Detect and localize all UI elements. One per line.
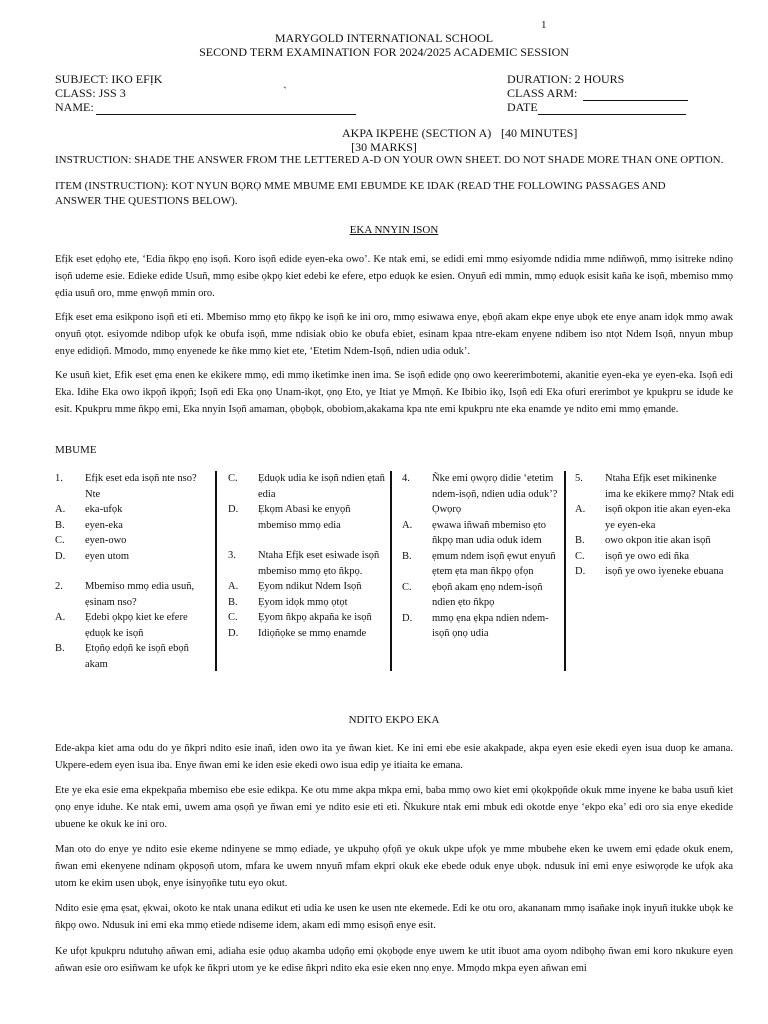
instruction: INSTRUCTION: SHADE THE ANSWER FROM THE LETTERED A-D ON YOUR OWN SHEET. DO NOT SHADE MORE THAN ONE OPTION. (55, 154, 724, 166)
item-instruction-line1: ITEM (INSTRUCTION): KOT NYUN BỌRỌ MME MBUME EMI EBUMDE KE IDAK (READ THE FOLLOWING PASSAGES AND (55, 180, 666, 192)
list-item: 4. Ñke emi ọwọrọ didie ‘etetim ndem-isọñ, ndien udia oduk’? Ọwọrọ (402, 473, 558, 515)
name-label: NAME: (55, 100, 94, 114)
list-item: B. eyen-eka (55, 519, 123, 531)
list-item: 2. Mbemiso mmọ edia usuñ, ẹsinam nso? (55, 581, 195, 608)
section-marks: [30 MARKS] (351, 140, 417, 154)
passage2-paragraph-3: Man oto do enye ye ndito esie ekeme ndinyene se mmọ ediade, ye ukpuhọ ọfọñ ye okuk ukpe ufọk ye mme mbubehe eken ke uwem emi ẹdade okuk enem, ñwan emi ekenyene ndinam ọkpọsọñ utom, mfara ke uwem nnyuñ mfam ekpri okuk eke ebede oduk enye ubọk. ndusuk ini emi enye esiwọrọde ke ufọk aka utom ke ekim usen ubọk, enye isinyọñke tutu eyo okut. (55, 844, 733, 889)
list-item: A. Ẹdebi ọkpọ kiet ke efere ẹduọk ke isọñ (55, 612, 188, 639)
class-arm-field (507, 86, 688, 101)
list-item: C. ẹbọñ akam ẹnọ ndem-isọñ ndien ẹto ñkpọ (402, 581, 543, 608)
passage1-paragraph-1: Efịk eset ẹdọhọ ete, ‘Edia ñkpọ ẹnọ isọñ. Koro isọñ edide eyen-eka owo’. Ke ntak emi, se edidi emi mmọ esiyomde ndidia mme ndiñwọñ, mmọ isitreke ndinọ isọñ udeme esie. Edieke edide Usuñ, mmọ esibe ọkpọ kiet edebi ke efere, etpo eduọk ke esien. Onyuñ edi mmin, mmọ eduọk esisit kaña ke isọñ, mbemiso mmọ ẹdia usuñ oro, mme ẹnwọñ mmin oro. (55, 254, 733, 299)
date-blank (538, 102, 686, 115)
list-item: D. mmọ ẹna ẹkpa ndien ndem-isọñ ọnọ udia (402, 612, 549, 639)
name-field (55, 100, 356, 115)
stray-mark: ` (283, 84, 287, 98)
list-item: C. isọñ ye owo edi ñka (575, 550, 689, 562)
class-arm-label: CLASS ARM: (507, 86, 578, 100)
questions-column-1 (55, 471, 212, 672)
passage1-title: EKA NNYIN ISON (349, 224, 439, 236)
list-item: A. Ẹyom ndikut Ndem Isọñ (228, 581, 362, 592)
list-item: D. Idiọñọke se mmọ enamde (228, 627, 367, 639)
questions-column-4 (575, 471, 735, 580)
list-item: D. isọñ ye owo iyeneke ebuana (575, 566, 724, 577)
passage2-paragraph-4: Ndito esie ẹma ẹsat, ẹkwai, okoto ke ntak unana edikut eti udia ke usen ke usen nte ekemede. Edi ke otu oro, akananam mmọ isañake inọk inyuñ itukke ubọk ke ñkpọ owo. Ndusuk ini emi eka mmọ etiede ndiseme idem, akam edi mmọ esisọñ enye esit. (55, 903, 733, 931)
column-divider (564, 471, 566, 671)
questions-column-2 (228, 471, 386, 641)
column-divider (215, 471, 217, 671)
questions-column-3 (402, 471, 562, 642)
list-item: C. Ẹyom ñkpọ akpaña ke isọñ (228, 612, 372, 623)
class-label: CLASS: JSS 3 (55, 86, 126, 100)
date-field (507, 100, 686, 115)
list-spacer (228, 533, 386, 548)
mbume-heading: MBUME (55, 444, 97, 456)
list-item: A. ẹwawa iñwañ mbemiso ẹto ñkpọ man udia oduk idem (402, 519, 547, 546)
passage1-paragraph-3: Ke usuñ kiet, Efik eset ẹma enen ke ekikere mmọ, edi mmọ iketimke inen ima. Se isọñ edide ọnọ owo keererimbotemi, akanitie eyen-eka ye eyen-eka. Isọñ edi Eka. Idihe Eka owo ikpọñ ikpọñ; Isọñ edi Eka ọnọ Unam-ikọt, ọnọ Eto, ye Itiat ye Mmọñ. Ke Ibibio ikọ, Isọñ edi Eka ofuri ererimbot ye kpukpru se idude ke esit. Kpukpru mme ñkpọ emi, Eka nnyin Isọñ amaman, ọbọbọk, obobiom,akakama kpa nte emi kpukpru nte eka enamde ye ndito emi mmọ ẹmande. (55, 370, 733, 415)
list-spacer (55, 564, 212, 579)
list-item: 1. Efịk eset eda isọñ nte nso? Nte (55, 473, 197, 500)
list-item: B. owo okpon itie akan isọñ (575, 535, 711, 546)
passage1-paragraph-2: Efịk eset ema esikpono isọñ eti eti. Mbemiso mmọ ẹtọ ñkpọ ke isọñ ke ini oro, mmọ esiwawa enye, ẹbọñ akam ekpe enye ubọk ete enye anam idọk mmọ awak onyuñ ọtọt. esiyomde ndibop ufọk ke obufa isọñ, mme ndisiak obio ke obufa ebiet, esinam kpaa ntre-ekam enyene ndibem iso ntọt Ndem Isọñ, nnyun mbup enye edidiọñ. Mmodo, mmọ enyenede ke ñke mmọ kiet ete, ‘Etetim Ndem-Isọñ, ndien udia oduk’. (55, 312, 733, 357)
list-item: 5. Ntaha Efịk eset mikinenke ima ke ekikere mmọ? Ntak edi (575, 473, 735, 500)
list-item: D. Ẹkọm Abasi ke enyọñ mbemiso mmọ edia (228, 504, 351, 531)
list-item: B. ẹmum ndem isọñ ẹwut enyuñ ẹtem ẹta man ñkpọ ọfọn (402, 550, 556, 577)
school-name: MARYGOLD INTERNATIONAL SCHOOL (274, 31, 494, 45)
name-blank (96, 102, 356, 115)
item-instruction-line2: ANSWER THE QUESTIONS BELOW). (55, 195, 238, 207)
subject-label: SUBJECT: IKO EFỊK (55, 72, 163, 86)
section-title: AKPA IKPEHE (SECTION A) (342, 126, 492, 140)
passage2-title: NDITO EKPO EKA (348, 714, 440, 726)
passage2-paragraph-1: Ede-akpa kiet ama odu do ye ñkpri ndito esie inañ, iden owo ita ye ñwan kiet. Ke ini emi ebe esie akakpade, akpa eyen esie ekedi eyen isua duop ke amana. Ukpere-edem eyen isua iba. Enye ñwan emi ke iden esie ekedi owo isua edip ye itiaita ke emana. (55, 743, 733, 771)
list-item: C. Ẹduọk udia ke isọñ ndien ẹtañ edia (228, 473, 385, 500)
list-item: B. Ẹyom idọk mmọ ọtọt (228, 596, 348, 608)
duration-label: DURATION: 2 HOURS (507, 72, 625, 86)
list-item: C. eyen-owo (55, 535, 127, 546)
date-label: DATE (507, 100, 538, 114)
list-item: D. eyen utom (55, 550, 130, 562)
list-item: B. Ẹtọñọ edọñ ke isọñ ebọñ akam (55, 643, 189, 670)
page-number: 1 (541, 19, 547, 31)
passage2-paragraph-2: Ete ye eka esie ema ekpekpaña mbemiso ebe esie edikpa. Ke otu mme akpa mkpa emi, baba mmọ owo kiet emi ọkọkpọñde okuk mme inyene ke baba usuñ kiet ọnọ enye iduhe. Ke ntak emi, uwem ama ọsọñ ye ñwan emi ye ndito esie eti eti. Ñkukure ntak emi mbuk edi okotde enye ‘ekpo eka’ edi oro sia enye ekedide ubuene ke okuk ke ini oro. (55, 785, 733, 830)
list-item: 3. Ntaha Efịk eset esiwade isọñ mbemiso mmọ ẹto ñkpọ. (228, 550, 380, 577)
exam-title: SECOND TERM EXAMINATION FOR 2024/2025 ACADEMIC SESSION (199, 45, 569, 59)
passage2-paragraph-5: Ke ufọt kpukpru ndutuhọ añwan emi, adiaha esie ọduọ akamba udọñọ emi ọkọbọde enye uwem ke utit ibuot ama oyom ndibọhọ ñwan emi koro nkukure eyen añwan esie oro esiñwam ke ufọk ke ñkpri utom ye ke edise ñkpri ndito eka esie eken nnọ enye. Mmọdo mkpa eyen añwan emi (55, 946, 733, 974)
list-item: A. isọñ okpon itie akan eyen-eka ye eyen-eka (575, 504, 731, 531)
column-divider (390, 471, 392, 671)
list-item: A. eka-ufọk (55, 504, 123, 515)
section-time: [40 MINUTES] (501, 126, 578, 140)
